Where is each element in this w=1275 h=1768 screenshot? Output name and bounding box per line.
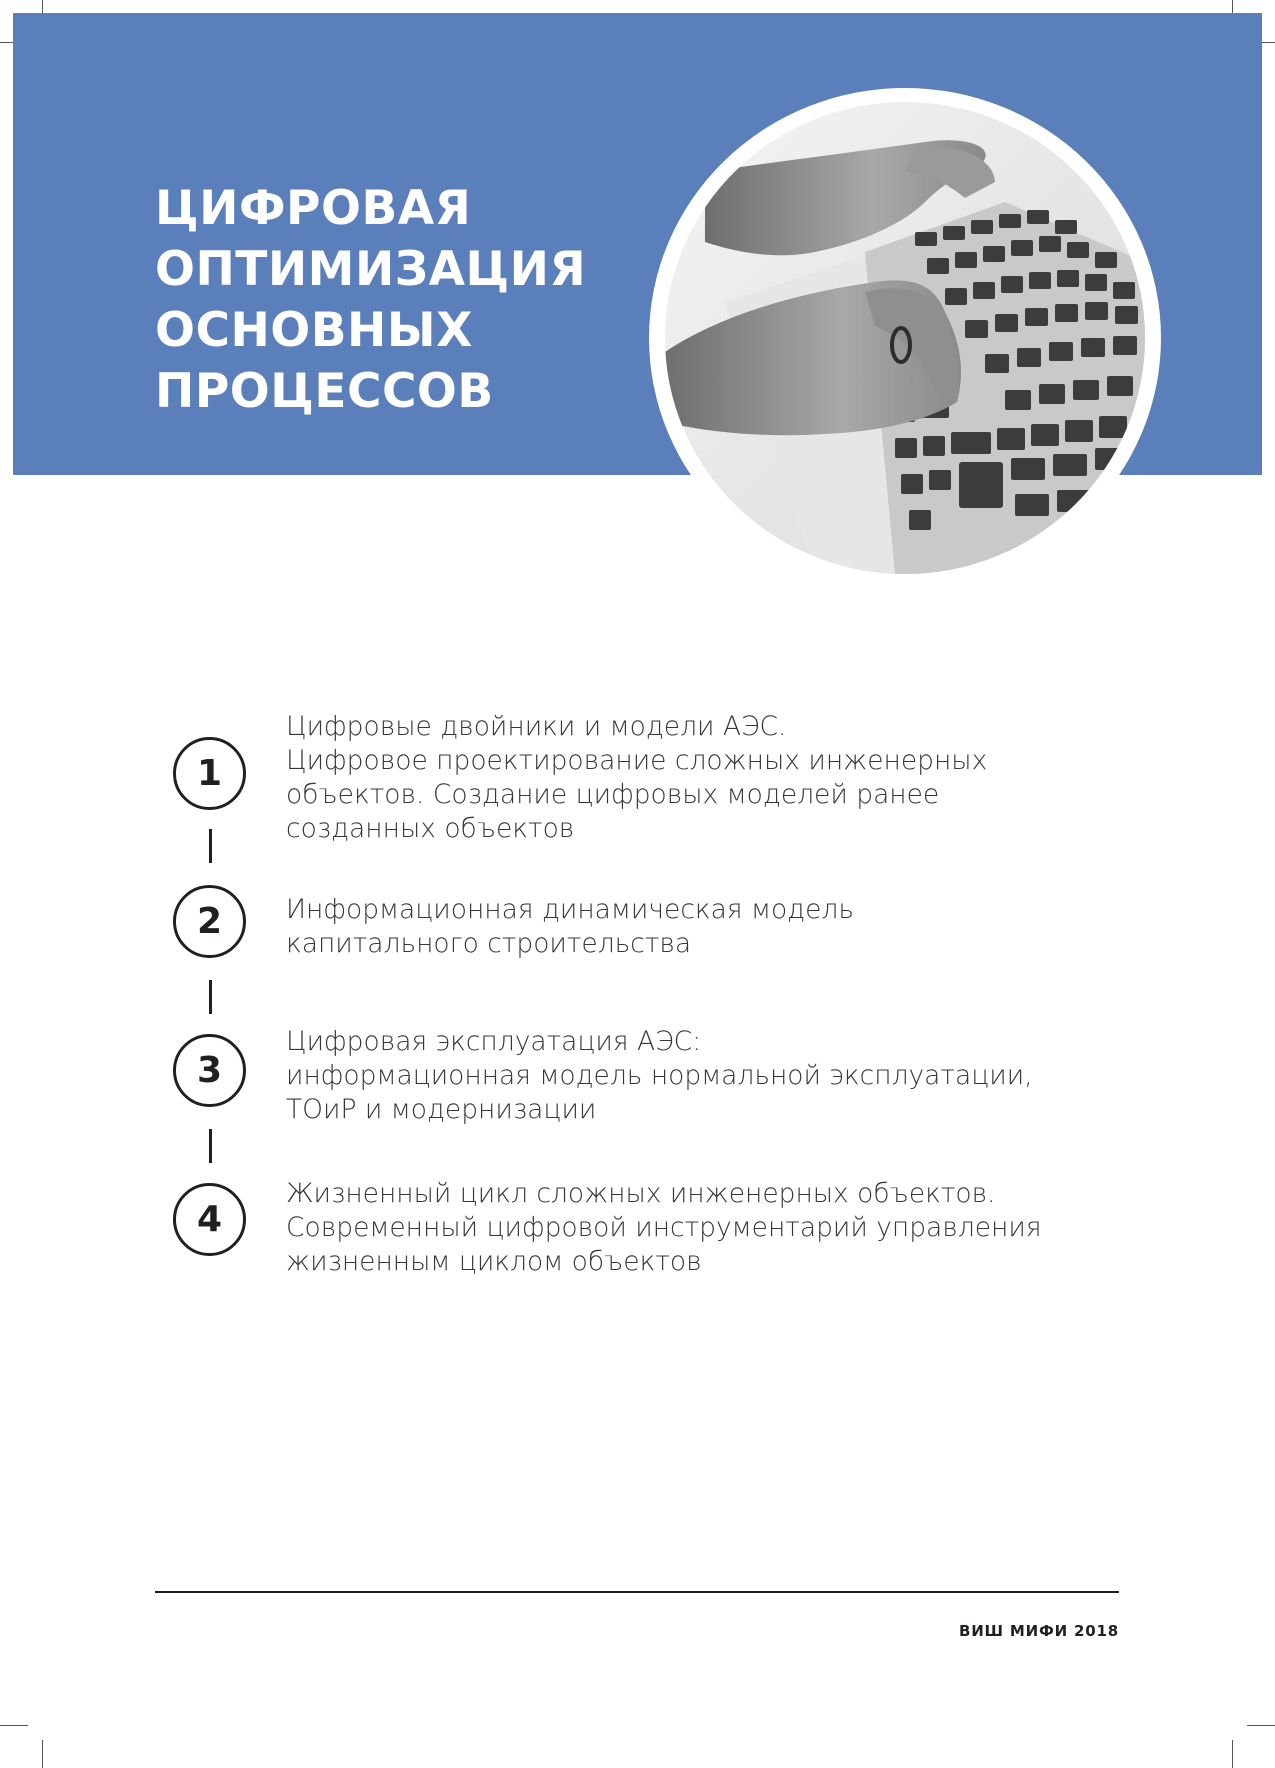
list-item — [286, 1025, 1106, 1127]
hands-on-keyboard-photo — [649, 88, 1161, 588]
step-number-circle: 1 — [173, 737, 246, 810]
list-item-line: Современный цифровой инструментарий управления — [286, 1212, 1042, 1243]
list-item-line: объектов. Создание цифровых моделей ранее — [286, 779, 940, 810]
step-connector — [209, 1129, 212, 1163]
title-line: ЦИФРОВАЯ — [155, 181, 472, 236]
title-line: ПРОЦЕССОВ — [155, 364, 494, 419]
list-item-line: Жизненный цикл сложных инженерных объектов. — [286, 1178, 996, 1209]
step-connector — [209, 829, 212, 863]
list-item-line: ТОиР и модернизации — [286, 1094, 597, 1125]
step-number-circle: 3 — [173, 1034, 246, 1107]
list-item — [286, 1177, 1106, 1279]
step-number-circle: 4 — [173, 1183, 246, 1256]
list-item-line: жизненным циклом объектов — [286, 1246, 702, 1277]
crop-mark — [0, 1725, 28, 1726]
page-title — [155, 178, 586, 422]
list-item-line: Цифровые двойники и модели АЭС. — [286, 711, 787, 742]
footer-divider — [155, 1591, 1119, 1593]
keyboard-image — [665, 102, 1145, 574]
list-item-line: Информационная динамическая модель — [286, 894, 854, 925]
list-item-line: капитального строительства — [286, 928, 692, 959]
list-item-line: Цифровая эксплуатация АЭС: — [286, 1026, 702, 1057]
list-item — [286, 893, 1106, 961]
footer-label: ВИШ МИФИ 2018 — [958, 1622, 1119, 1640]
step-connector — [209, 980, 212, 1014]
title-line: ОСНОВНЫХ — [155, 303, 473, 358]
list-item-line: информационная модель нормальной эксплуатации, — [286, 1060, 1033, 1091]
list-item — [286, 710, 1106, 846]
title-line: ОПТИМИЗАЦИЯ — [155, 242, 587, 297]
list-item-line: созданных объектов — [286, 813, 575, 844]
crop-mark — [1232, 1740, 1233, 1768]
list-item-line: Цифровое проектирование сложных инженерных — [286, 745, 988, 776]
crop-mark — [42, 1740, 43, 1768]
step-number-circle: 2 — [173, 885, 246, 958]
crop-mark — [1247, 1725, 1275, 1726]
